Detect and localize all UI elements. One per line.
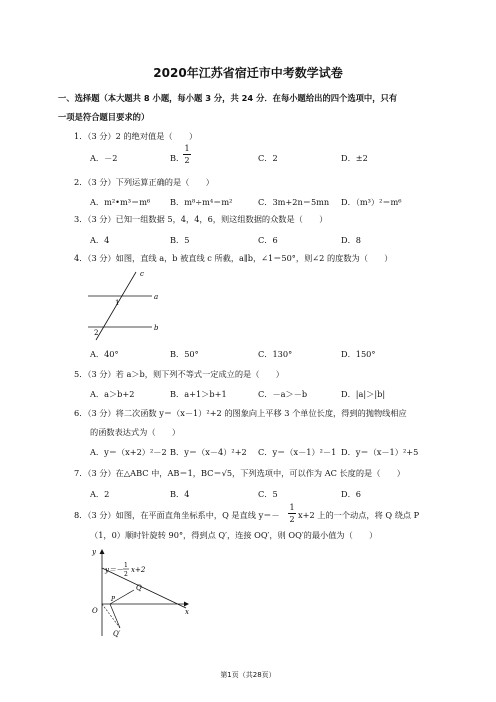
label-x: x (185, 608, 189, 616)
q8-stem-line1-part1: 8．（3 分）如图，在平面直角坐标系中，Q 是直线 y＝－ (74, 510, 280, 520)
q1-option-b-fraction (183, 144, 191, 165)
q3-option-b: B．5 (170, 235, 190, 245)
q7-option-b: B．4 (170, 489, 190, 499)
q5-option-c: C．－a＞－b (258, 389, 308, 399)
q7-option-d: D．6 (341, 489, 361, 499)
q2-option-a: A．m²•m³＝m⁶ (90, 197, 151, 207)
q6-option-a: A．y＝（x+2）²－2 (90, 447, 167, 457)
q2-option-c: C．3m+2n＝5mn (258, 197, 330, 207)
q7-option-a: A．2 (90, 489, 110, 499)
q7-option-c: C．5 (258, 489, 278, 499)
q3-stem: 3．（3 分）已知一组数据 5，4，4，6，则这组数据的众数是（ ） (74, 214, 328, 224)
y-axis-arrow (100, 549, 105, 554)
label-y: y (92, 548, 96, 556)
line-equation-den: 2 (124, 571, 128, 578)
label-origin: O (92, 607, 98, 615)
q2-stem: 2．（3 分）下列运算正确的是（ ） (74, 177, 214, 187)
q5-option-b: B．a+1＞b+1 (170, 389, 227, 399)
label-Q: Q (136, 584, 142, 592)
line-equation-num: 1 (124, 562, 128, 569)
q8-stem-fraction (288, 503, 296, 524)
fraction-bar (288, 513, 296, 514)
line-equation-right: x+2 (131, 566, 146, 574)
q5-option-d: D．|a|＞|b| (341, 389, 386, 399)
q7-stem: 7．（3 分）在△ABC 中，AB＝1，BC＝√5，下列选项中，可以作为 AC 长度的是（ ） (74, 468, 405, 478)
q8-stem-line2: （1，0）顺时针旋转 90°，得到点 Q′，连接 OQ′，则 OQ′的最小值为（ ） (90, 530, 378, 540)
q3-option-d: D．8 (341, 235, 361, 245)
line-equation-left: y＝－ (105, 566, 123, 574)
q1-option-b-label: B． (170, 153, 185, 163)
q4-option-d: D．150° (341, 349, 376, 359)
q8-stem-line1-part2: x+2 上的一个动点，将 Q 绕点 P (298, 510, 420, 520)
segment-OQprime (102, 604, 120, 628)
label-a: a (154, 293, 159, 301)
label-Qprime: Q′ (113, 630, 121, 638)
angle-1-label: 1 (115, 299, 120, 307)
q1-stem: 1．（3 分）2 的绝对值是（ ） (74, 131, 198, 141)
section-heading-line2: 一项是符合题目要求的） (58, 112, 150, 122)
q6-option-b: B．y＝（x－4）²+2 (170, 447, 247, 457)
q5-option-a: A．a＞b+2 (90, 389, 135, 399)
angle-2-label: 2 (94, 329, 99, 337)
q1-option-d: D．±2 (341, 153, 368, 163)
fraction-numerator: 1 (289, 503, 295, 512)
q1-option-c: C．2 (258, 153, 278, 163)
segment-PQprime (110, 604, 120, 628)
page-footer: 第1页（共28页） (220, 671, 276, 679)
fraction-bar (183, 154, 191, 155)
fraction-denominator: 2 (184, 156, 190, 165)
q3-option-c: C．6 (258, 235, 278, 245)
section-heading-line1: 一、选择题（本大题共 8 小题，每小题 3 分，共 24 分．在每小题给出的四个选项中，只有 (58, 93, 398, 103)
q1-option-a: A．－2 (90, 153, 118, 163)
q5-stem: 5．（3 分）若 a＞b，则下列不等式一定成立的是（ ） (74, 369, 284, 379)
q6-stem-line2: 的函数表达式为（ ） (90, 427, 181, 437)
q6-option-d: D．y＝（x－1）²+5 (341, 447, 419, 457)
q4-stem: 4．（3 分）如图，直线 a，b 被直线 c 所截，a∥b，∠1＝50°，则∠2 的度数为（ ） (74, 253, 393, 263)
fraction-denominator: 2 (289, 515, 295, 524)
q4-figure (84, 268, 164, 344)
label-b: b (154, 324, 159, 332)
q4-option-a: A．40° (90, 349, 119, 359)
q6-stem-line1: 6．（3 分）将二次函数 y＝（x－1）²+2 的图象向上平移 3 个单位长度，得到的抛物线相应 (74, 408, 407, 418)
page-title: 2020年江苏省宿迁市中考数学试卷 (153, 66, 343, 80)
q2-option-b: B．m⁸÷m⁴＝m² (170, 197, 233, 207)
q6-option-c: C．y＝（x－1）²－1 (258, 447, 337, 457)
label-P: P (111, 596, 116, 603)
q8-figure (84, 546, 194, 638)
q2-option-d: D．（m³）²＝m⁶ (341, 197, 402, 207)
x-axis-arrow (184, 602, 189, 607)
q4-option-c: C．130° (258, 349, 293, 359)
label-c: c (140, 270, 144, 278)
q4-option-b: B．50° (170, 349, 199, 359)
fraction-numerator: 1 (184, 144, 190, 153)
q3-option-a: A．4 (90, 235, 110, 245)
